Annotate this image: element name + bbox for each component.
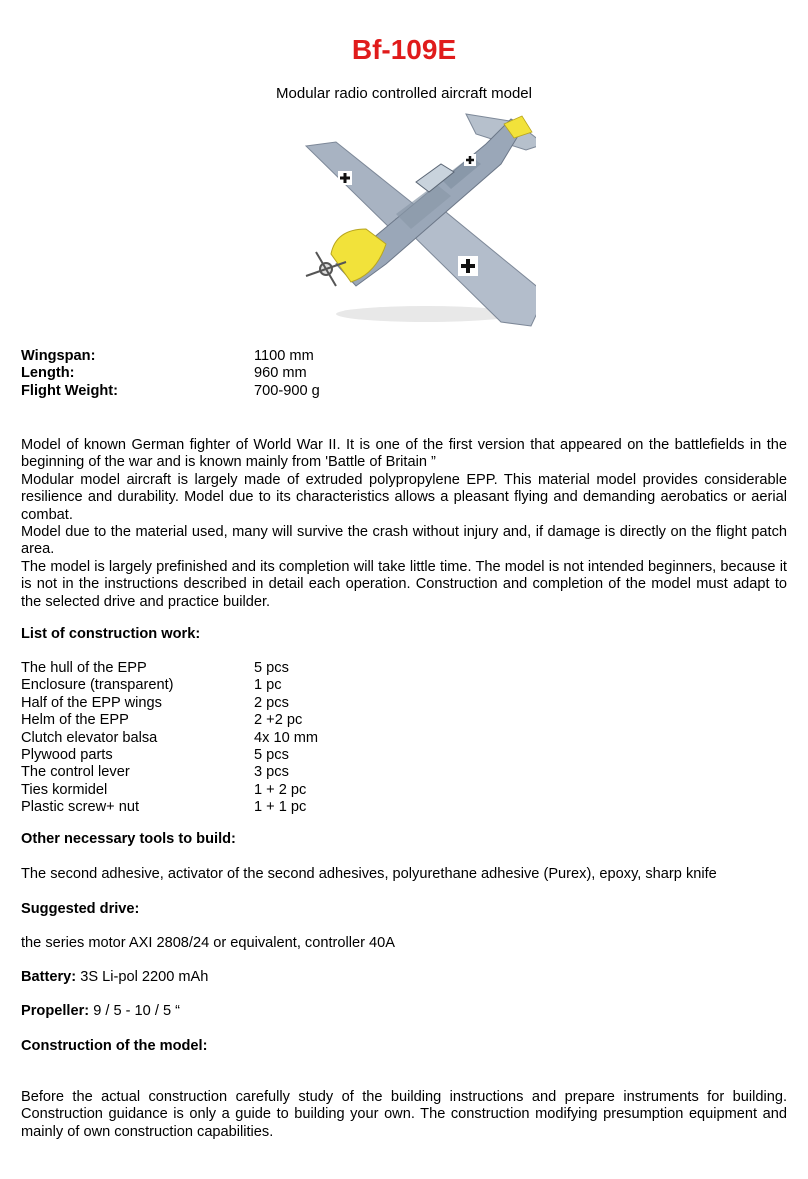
parts-list <box>21 660 787 817</box>
specs-table <box>21 348 787 400</box>
part-qty: 1 + 1 pc <box>254 799 307 816</box>
part-qty: 3 pcs <box>254 764 289 781</box>
part-qty: 1 + 2 pc <box>254 781 307 798</box>
part-name: The hull of the EPP <box>21 660 147 676</box>
part-qty: 5 pcs <box>254 746 289 763</box>
balkenkreuz-left-wing <box>338 171 352 185</box>
description-paragraph: Model of known German fighter of World War II. It is one of the first version that appeared on the battlefields in the beginning of the war and is known mainly from 'Battle of Britain ” <box>21 437 787 471</box>
part-name: The control lever <box>21 764 130 781</box>
battery-label: Battery: <box>21 969 77 985</box>
part-name: Helm of the EPP <box>21 712 129 729</box>
battery-line <box>21 969 787 986</box>
part-qty: 4x 10 mm <box>254 729 319 746</box>
propeller-value: 9 / 5 - 10 / 5 “ <box>93 1003 180 1019</box>
description-paragraph: The model is largely prefinished and its completion will take little time. The model is not intended beginners, because it is not in the instructions described in detail each operation. Construction and completion of the model must adapt to the selected drive and practice builder. <box>21 558 787 610</box>
part-qty: 2 +2 pc <box>254 712 303 729</box>
construction-heading: List of construction work: <box>21 626 201 642</box>
spec-value: 1100 mm <box>254 348 314 364</box>
model-text: Before the actual construction carefully study of the building instructions and prepare instruments for building. Construction guidance is only a guide to building your own. The construction modifying presumption equipment and mainly of own construction capabilities. <box>21 1089 787 1140</box>
list-item <box>21 782 787 799</box>
part-name: Half of the EPP wings <box>21 694 162 711</box>
part-name: Plastic screw+ nut <box>21 799 140 816</box>
part-qty: 2 pcs <box>254 694 289 711</box>
description <box>21 437 787 611</box>
spec-label: Length: <box>21 365 75 382</box>
page-title: Bf-109E <box>351 34 457 65</box>
drive-text: the series motor AXI 2808/24 or equivalent, controller 40A <box>21 935 395 951</box>
spec-row <box>21 383 787 400</box>
balkenkreuz-right-wing <box>458 256 478 276</box>
part-name: Plywood parts <box>21 746 113 763</box>
spec-value: 960 mm <box>254 365 307 382</box>
battery-value: 3S Li-pol 2200 mAh <box>80 969 209 985</box>
model-text-block <box>21 1089 787 1141</box>
spec-row <box>21 365 787 382</box>
part-name: Clutch elevator balsa <box>21 729 158 746</box>
page-subtitle: Modular radio controlled aircraft model <box>276 85 532 102</box>
spec-row <box>21 348 787 365</box>
tools-text: The second adhesive, activator of the second adhesives, polyurethane adhesive (Purex), epoxy, sharp knife <box>21 866 717 882</box>
propeller-line <box>21 1003 787 1020</box>
part-qty: 5 pcs <box>254 660 289 676</box>
list-item <box>21 712 787 729</box>
drive-heading: Suggested drive: <box>21 901 140 917</box>
part-name: Ties kormidel <box>21 781 108 798</box>
model-heading: Construction of the model: <box>21 1038 208 1054</box>
list-item <box>21 660 787 677</box>
aircraft-photo <box>276 104 536 332</box>
part-name: Enclosure (transparent) <box>21 677 174 694</box>
propeller-label: Propeller: <box>21 1003 90 1019</box>
description-paragraph: Model due to the material used, many will survive the crash without injury and, if damage is directly on the flight patch area. <box>21 524 787 558</box>
part-qty: 1 pc <box>254 677 282 694</box>
list-item <box>21 677 787 694</box>
list-item <box>21 695 787 712</box>
list-item <box>21 764 787 781</box>
description-paragraph: Modular model aircraft is largely made of extruded polypropylene EPP. This material model provides considerable resilience and durability. Model due to its characteristics allows a pleasant flying and demanding aerobatics or aerial combat. <box>21 471 787 523</box>
spec-value: 700-900 g <box>254 382 320 399</box>
tools-heading: Other necessary tools to build: <box>21 831 236 847</box>
list-item <box>21 799 787 816</box>
balkenkreuz-fuselage <box>464 154 476 166</box>
list-item <box>21 730 787 747</box>
spec-label: Wingspan: <box>21 348 96 364</box>
list-item <box>21 747 787 764</box>
spec-label: Flight Weight: <box>21 382 118 399</box>
